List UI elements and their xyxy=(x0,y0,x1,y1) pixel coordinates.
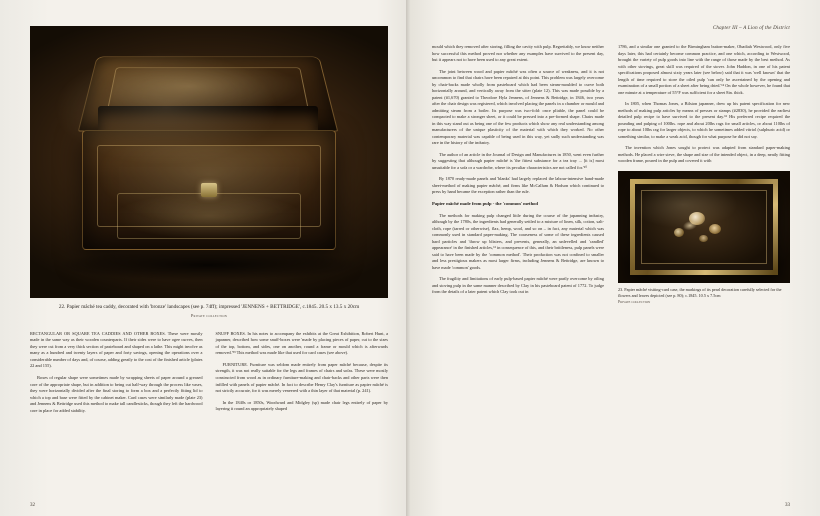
figure-22-photo xyxy=(30,26,388,298)
figure-23-caption-text: 23. Papier mâché visiting-card case, the markings of its pearl decoration carefully selected for the flowers and leaves depicted (see p. 80); c.1845. 10.5 x 7.5cm xyxy=(618,286,782,298)
figure-23-photo xyxy=(618,171,790,283)
pearl-flower-decoration xyxy=(642,191,766,263)
figure-22-credit: Private collection xyxy=(190,312,228,318)
section-subheading: Papier mâché made from pulp - the 'common' method xyxy=(432,200,538,206)
right-text-columns xyxy=(432,44,790,305)
right-column-1 xyxy=(432,44,604,305)
flower-motif xyxy=(674,228,684,237)
figure-22-caption-text: 22. Papier mâché tea caddy, decorated with 'bronze' landscapes (see p. 74ff); impressed 'JENNENS + BETTRIDGE', c.1845. 20.5 x 13.5 x 20cm xyxy=(58,304,360,310)
figure-23-credit: Private collection xyxy=(618,299,651,304)
paragraph: The joint between wood and papier mâché was often a source of weakness, and it is not uncommon to find that chairs have been repaired at this point. This problem was largely overcome by chair-backs made wholly from pasteboard which had been steam-moulded to curve both horizontally around, and vertically away from the sitter (plate 12). This was made possible by a patent (#1,670) granted to Theodore Hyla Jennens, of Jennens & Bettridge, in 1846, two years after the chair design was registered, which involved placing the panels in a chamber or mould and admitting steam from a boiler. Its purpose was two-fold: once pliable, the panel could be compacted to make a stronger sheet, or it could be pressed into a pre-formed shape. Chairs made in this way stand out as being one of the few products which show any real understanding among manufacturers of the unique plasticity of the material with which they worked. No other contemporary material was capable of being used in this way, yet sadly such understanding was rare in the history of the industry. xyxy=(432,68,604,146)
card-case-panel xyxy=(641,190,767,264)
right-column-2 xyxy=(618,44,790,305)
paragraph: FURNITURE. Furniture was seldom made entirely from paper mâché because, despite its strength, it was not really suitable for the legs and frames of chairs and sofas. These were mostly constructed from wood as in ordinary furniture-making and chair-backs and other parts were then infilled with panels of papier mâché. In fact to describe Henry Clay's furniture as papier mâché is not strictly accurate, for it was merely veneered with a thin layer of that material (p. 241). xyxy=(215,361,388,394)
left-column-2 xyxy=(216,331,389,419)
casket-lock-icon xyxy=(201,183,217,197)
folio-right: 33 xyxy=(785,503,790,508)
figure-22-caption xyxy=(30,304,388,319)
paragraph: RECTANGULAR OR SQUARE TEA CADDIES AND OTHER BOXES. These were mostly made in the same way as their wooden counterparts. If their sides were to have ogee curves, then they were cut from a very thick section of pasteboard and shaped on a lathe. This might involve as many as a hundred and twenty layers of paper and forty savings, opening the operations over a considerable number of days and, of course, adding greatly to the cost of the finished article (plates 22 and 155). xyxy=(30,330,203,369)
leaf-motif xyxy=(682,220,698,232)
card-case-gilt-frame xyxy=(630,179,778,275)
figure-23-caption xyxy=(618,287,790,306)
paragraph: 1786, and a similar one granted to the Birmingham button-maker, Obadiah Westwood, only five days later, this had certainly become common practice, and one which, according to Westwood, brought the variety of pulp goods into line with the range of those made by the best method. As with other stovings, great skill was required of the stover. John Haddon, in one of his patent specifications proposed almost sixty years later (see below) said that it was 'well known' that the length of time required to store the oiled pulp 'can only be ascertained by the opening and examination of a small portion of a sheet after being dried.'⁶² On the whole however, he found that one minute at a temperature of 55°F was sufficient for a sheet 8in. thick. xyxy=(618,44,790,95)
paragraph: The author of an article in the Journal of Design and Manufactures in 1850, went even further by suggesting that although papier mâché is 'the fittest substance for a tea tray ... [it is] most unsuitable for a sofa or a wardrobe, where its peculiar characteristics are not called for.'⁶⁰ xyxy=(432,151,604,170)
casket-illustration xyxy=(82,84,334,260)
flower-motif xyxy=(709,224,721,234)
paragraph: The fragility and limitations of early pulp-based papier mâché were partly overcome by oiling and stoving pulp in the same manner described by Clay in his pasteboard patent of 1772. To judge from the details of a later patent which Clay took out in xyxy=(432,276,604,295)
left-text-columns xyxy=(30,331,388,419)
paragraph: The invention which Jones sought to protect was adapted from standard paper-making methods. He placed a wire sieve, the shape and size of the intended object, in a deep, neatly fitting wooden frame, poured in the pulp and covered it with xyxy=(618,145,790,164)
photo-shadow xyxy=(58,250,358,280)
paragraph: The methods for making pulp changed little during the course of the japanning industry, although by the 1780s, the ingredients had generally settled to a mixture of linen, silk, cotton, salt-cloth, rope (tarred or otherwise), flax, hemp, wool, and so on – in fact, any material which was commonly used in standard paper-making. The coarseness of some of these ingredients caused hard particles and 'throw up blisters, and prevents, generally, an unlevelled and 'candled' appearance' in the finished articles,⁶¹ in consequence of this, and their brittleness, pulp panels were said to have been made by the 'common method'. Their production was not confined to smaller and less prestigious makers as most larger firms, including Jennens & Bettridge, are known to have made 'common' goods. xyxy=(432,212,604,270)
paragraph: Boxes of regular shape were sometimes made by wrapping sheets of paper around a greased core of the appropriate shape, but in addition to being cut half-way through the process like vases, they were horizontally divided after the final storing to form a box and a perfectly fitting lid to which a top and base were fitted by the cabinet maker. Card cases were similarly made (plate 23) and Jennens & Bettridge used this method to make tall candlesticks, though they left the hardwood core in place for added stability. xyxy=(30,375,203,413)
paragraph: In 1805, when Thomas Jones, a Bilston japanner, drew up his patent specification for new methods of making pulp articles by means of presses or stamps (#2830), he provided the earliest detailed pulp recipe to have survived to the present day.⁶³ His preferred recipe required the pounding and pulping of 100lbs. rope and about 20lbs rags for small articles, or about 110lbs of rope to about 10lbs rag for larger objects, to which he sometimes added vitriol (sulphuric acid) or something similar, to make a weak acid, though for what purpose he did not say. xyxy=(618,101,790,139)
paragraph: In the 1840s or 1850s, Woodward and Midgley (sp) made chair legs entirely of paper by layering it round an appropriately shaped xyxy=(215,399,388,412)
paragraph: By 1870 ready-made panels and 'blanks' had largely replaced the labour-intensive hand-made sheet-method of making papier mâché, and firms like McCallum & Hodson which continued to press by hand became the exception rather than the rule. xyxy=(432,176,604,195)
right-page xyxy=(410,0,820,516)
casket-body xyxy=(82,130,336,250)
running-head: Chapter III – A Lion of the District xyxy=(712,26,790,31)
paragraph: mould which they removed after storing, filling the cavity with pulp. Regrettably, we know neither how successful this method proved nor whether any examples have survived to the present day, but it appears not to have been used to any great extent. xyxy=(432,44,604,63)
folio-left: 32 xyxy=(30,503,35,508)
paragraph: SNUFF BOXES. In his notes to accompany the exhibits at the Great Exhibition, Robert Hunt, a japanner, described how some snuff-boxes were 'made by placing pieces of paper, cut to the sizes of the top, bottom, and sides, one on another, round a frame or mould which is afterwards removed.'⁵⁹ This method was made like that used for card cases (see above). xyxy=(215,330,388,356)
left-column-1 xyxy=(30,331,203,419)
casket-front-panel xyxy=(117,193,301,239)
flower-motif xyxy=(699,235,708,242)
